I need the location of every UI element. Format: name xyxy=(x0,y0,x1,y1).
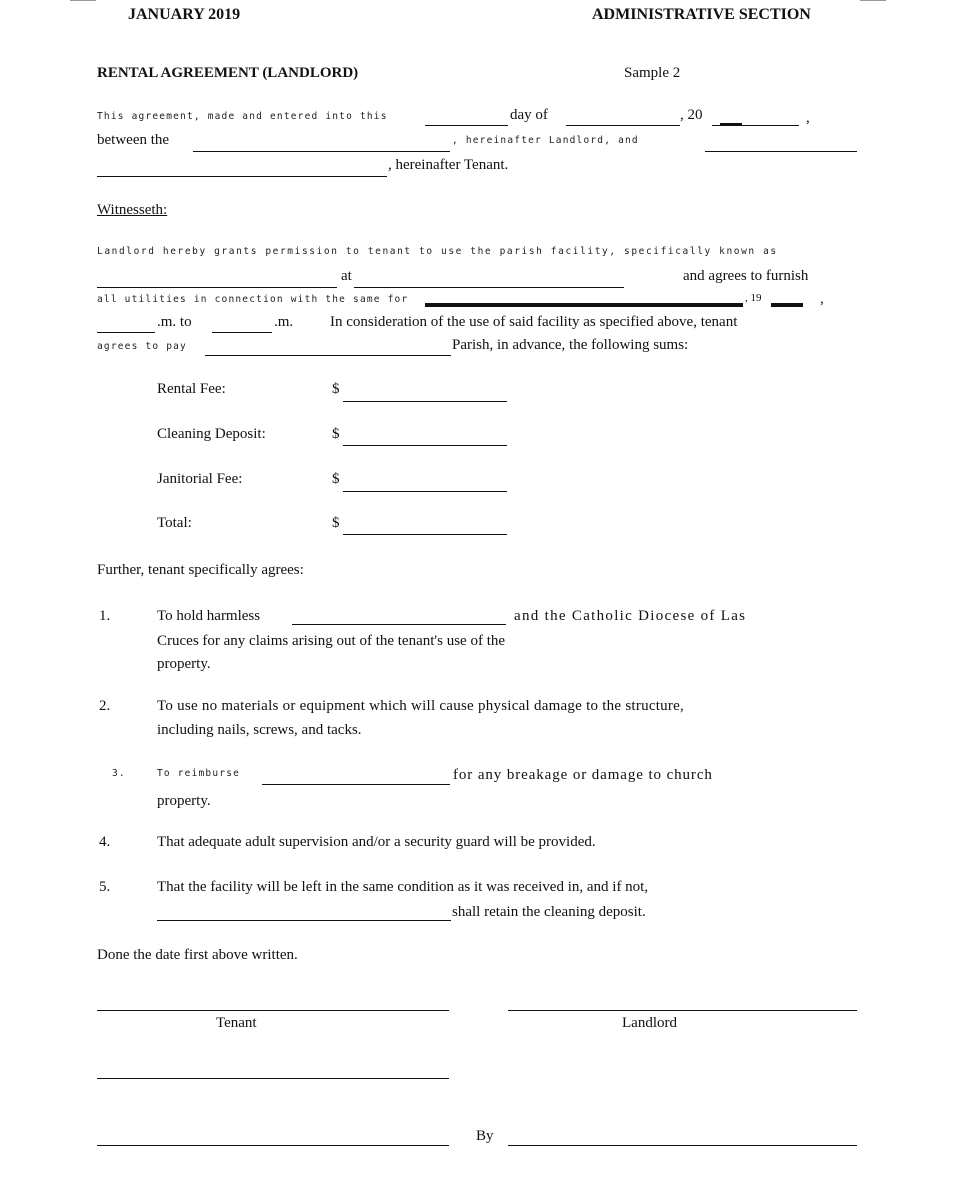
retaining-party-field[interactable] xyxy=(157,920,451,921)
m-text: .m. xyxy=(274,314,294,330)
start-time-field[interactable] xyxy=(97,332,155,333)
item3-text-b: for any breakage or damage to church xyxy=(453,767,713,783)
tenant-signature-line[interactable] xyxy=(97,1010,449,1011)
item5-text-b: shall retain the cleaning deposit. xyxy=(452,904,646,920)
day-of-text: day of xyxy=(510,107,548,123)
item2-text-b: including nails, screws, and tacks. xyxy=(157,722,362,738)
done-text: Done the date first above written. xyxy=(97,947,298,963)
intro-text: This agreement, made and entered into this xyxy=(97,111,388,122)
m-to-text: .m. to xyxy=(157,314,192,330)
landlord-name-field[interactable] xyxy=(193,151,450,152)
fee-label-cleaning: Cleaning Deposit: xyxy=(157,426,266,442)
scan-edge-mark xyxy=(860,0,886,1)
janitorial-fee-field[interactable] xyxy=(343,491,507,492)
grant-text: Landlord hereby grants permission to tenant to use the parish facility, specifically known as xyxy=(97,246,778,257)
landlord-tail: , hereinafter Landlord, and xyxy=(452,135,639,146)
fee-currency: $ xyxy=(332,515,340,531)
agrees-pay-text: agrees to pay xyxy=(97,341,187,352)
header-section: ADMINISTRATIVE SECTION xyxy=(592,6,811,23)
document-title: RENTAL AGREEMENT (LANDLORD) xyxy=(97,65,359,81)
year19-field[interactable] xyxy=(771,303,803,307)
fee-label-total: Total: xyxy=(157,515,192,531)
item2-text-a: To use no materials or equipment which will cause physical damage to the structure, xyxy=(157,698,685,714)
tenant-name-field-2[interactable] xyxy=(97,176,387,177)
between-text: between the xyxy=(97,132,170,148)
end-time-field[interactable] xyxy=(212,332,272,333)
item1-text-a: To hold harmless xyxy=(157,608,261,624)
facility-name-field[interactable] xyxy=(97,287,337,288)
fee-currency: $ xyxy=(332,426,340,442)
parish-name-field[interactable] xyxy=(205,355,451,356)
item-number: 5. xyxy=(99,879,111,895)
third-signature-line[interactable] xyxy=(97,1145,449,1146)
fee-label-rental: Rental Fee: xyxy=(157,381,226,397)
item1-text-d: property. xyxy=(157,656,211,672)
year19-text: , 19 xyxy=(745,292,762,304)
total-field[interactable] xyxy=(343,534,507,535)
item1-text-b: and the Catholic Diocese of Las xyxy=(514,608,747,624)
by-signature-line[interactable] xyxy=(508,1145,857,1146)
parish-text: Parish, in advance, the following sums: xyxy=(452,337,689,353)
fee-currency: $ xyxy=(332,381,340,397)
tenant-label: Tenant xyxy=(216,1015,257,1031)
month-field[interactable] xyxy=(566,125,680,126)
year-mark xyxy=(720,123,742,126)
item3-text-c: property. xyxy=(157,793,211,809)
utilities-text: all utilities in connection with the same for xyxy=(97,294,409,305)
year19-comma: , xyxy=(820,291,824,307)
item-number: 4. xyxy=(99,834,111,850)
item-number: 1. xyxy=(99,608,111,624)
fee-label-janitorial: Janitorial Fee: xyxy=(157,471,243,487)
date-field[interactable] xyxy=(425,303,743,307)
item-number: 2. xyxy=(99,698,111,714)
item-number: 3. xyxy=(112,768,126,779)
landlord-label: Landlord xyxy=(622,1015,677,1031)
landlord-signature-line[interactable] xyxy=(508,1010,857,1011)
item5-text-a: That the facility will be left in the same condition as it was received in, and if not, xyxy=(157,879,649,895)
scan-edge-mark xyxy=(70,0,96,1)
fee-currency: $ xyxy=(332,471,340,487)
rental-fee-field[interactable] xyxy=(343,401,507,402)
at-text: at xyxy=(341,268,352,284)
second-signature-line[interactable] xyxy=(97,1078,449,1079)
by-label: By xyxy=(476,1128,494,1144)
header-date: JANUARY 2019 xyxy=(128,6,241,23)
tenant-tail: , hereinafter Tenant. xyxy=(388,157,509,173)
agrees-furnish-text: and agrees to furnish xyxy=(683,268,809,284)
item4-text-a: That adequate adult supervision and/or a security guard will be provided. xyxy=(157,834,596,850)
witnesseth-heading: Witnesseth: xyxy=(97,202,168,218)
cleaning-deposit-field[interactable] xyxy=(343,445,507,446)
day-field[interactable] xyxy=(425,125,508,126)
further-text: Further, tenant specifically agrees: xyxy=(97,562,304,578)
item1-text-c: Cruces for any claims arising out of the tenant's use of the xyxy=(157,633,506,649)
year-prefix: , 20 xyxy=(680,107,703,123)
tenant-name-field-1[interactable] xyxy=(705,151,857,152)
intro-comma: , xyxy=(806,110,810,126)
facility-address-field[interactable] xyxy=(354,287,624,288)
item3-text-a: To reimburse xyxy=(157,768,241,779)
sample-label: Sample 2 xyxy=(624,65,681,81)
reimburse-field[interactable] xyxy=(262,784,450,785)
hold-harmless-field[interactable] xyxy=(292,624,506,625)
consideration-text: In consideration of the use of said facility as specified above, tenant xyxy=(330,314,738,330)
